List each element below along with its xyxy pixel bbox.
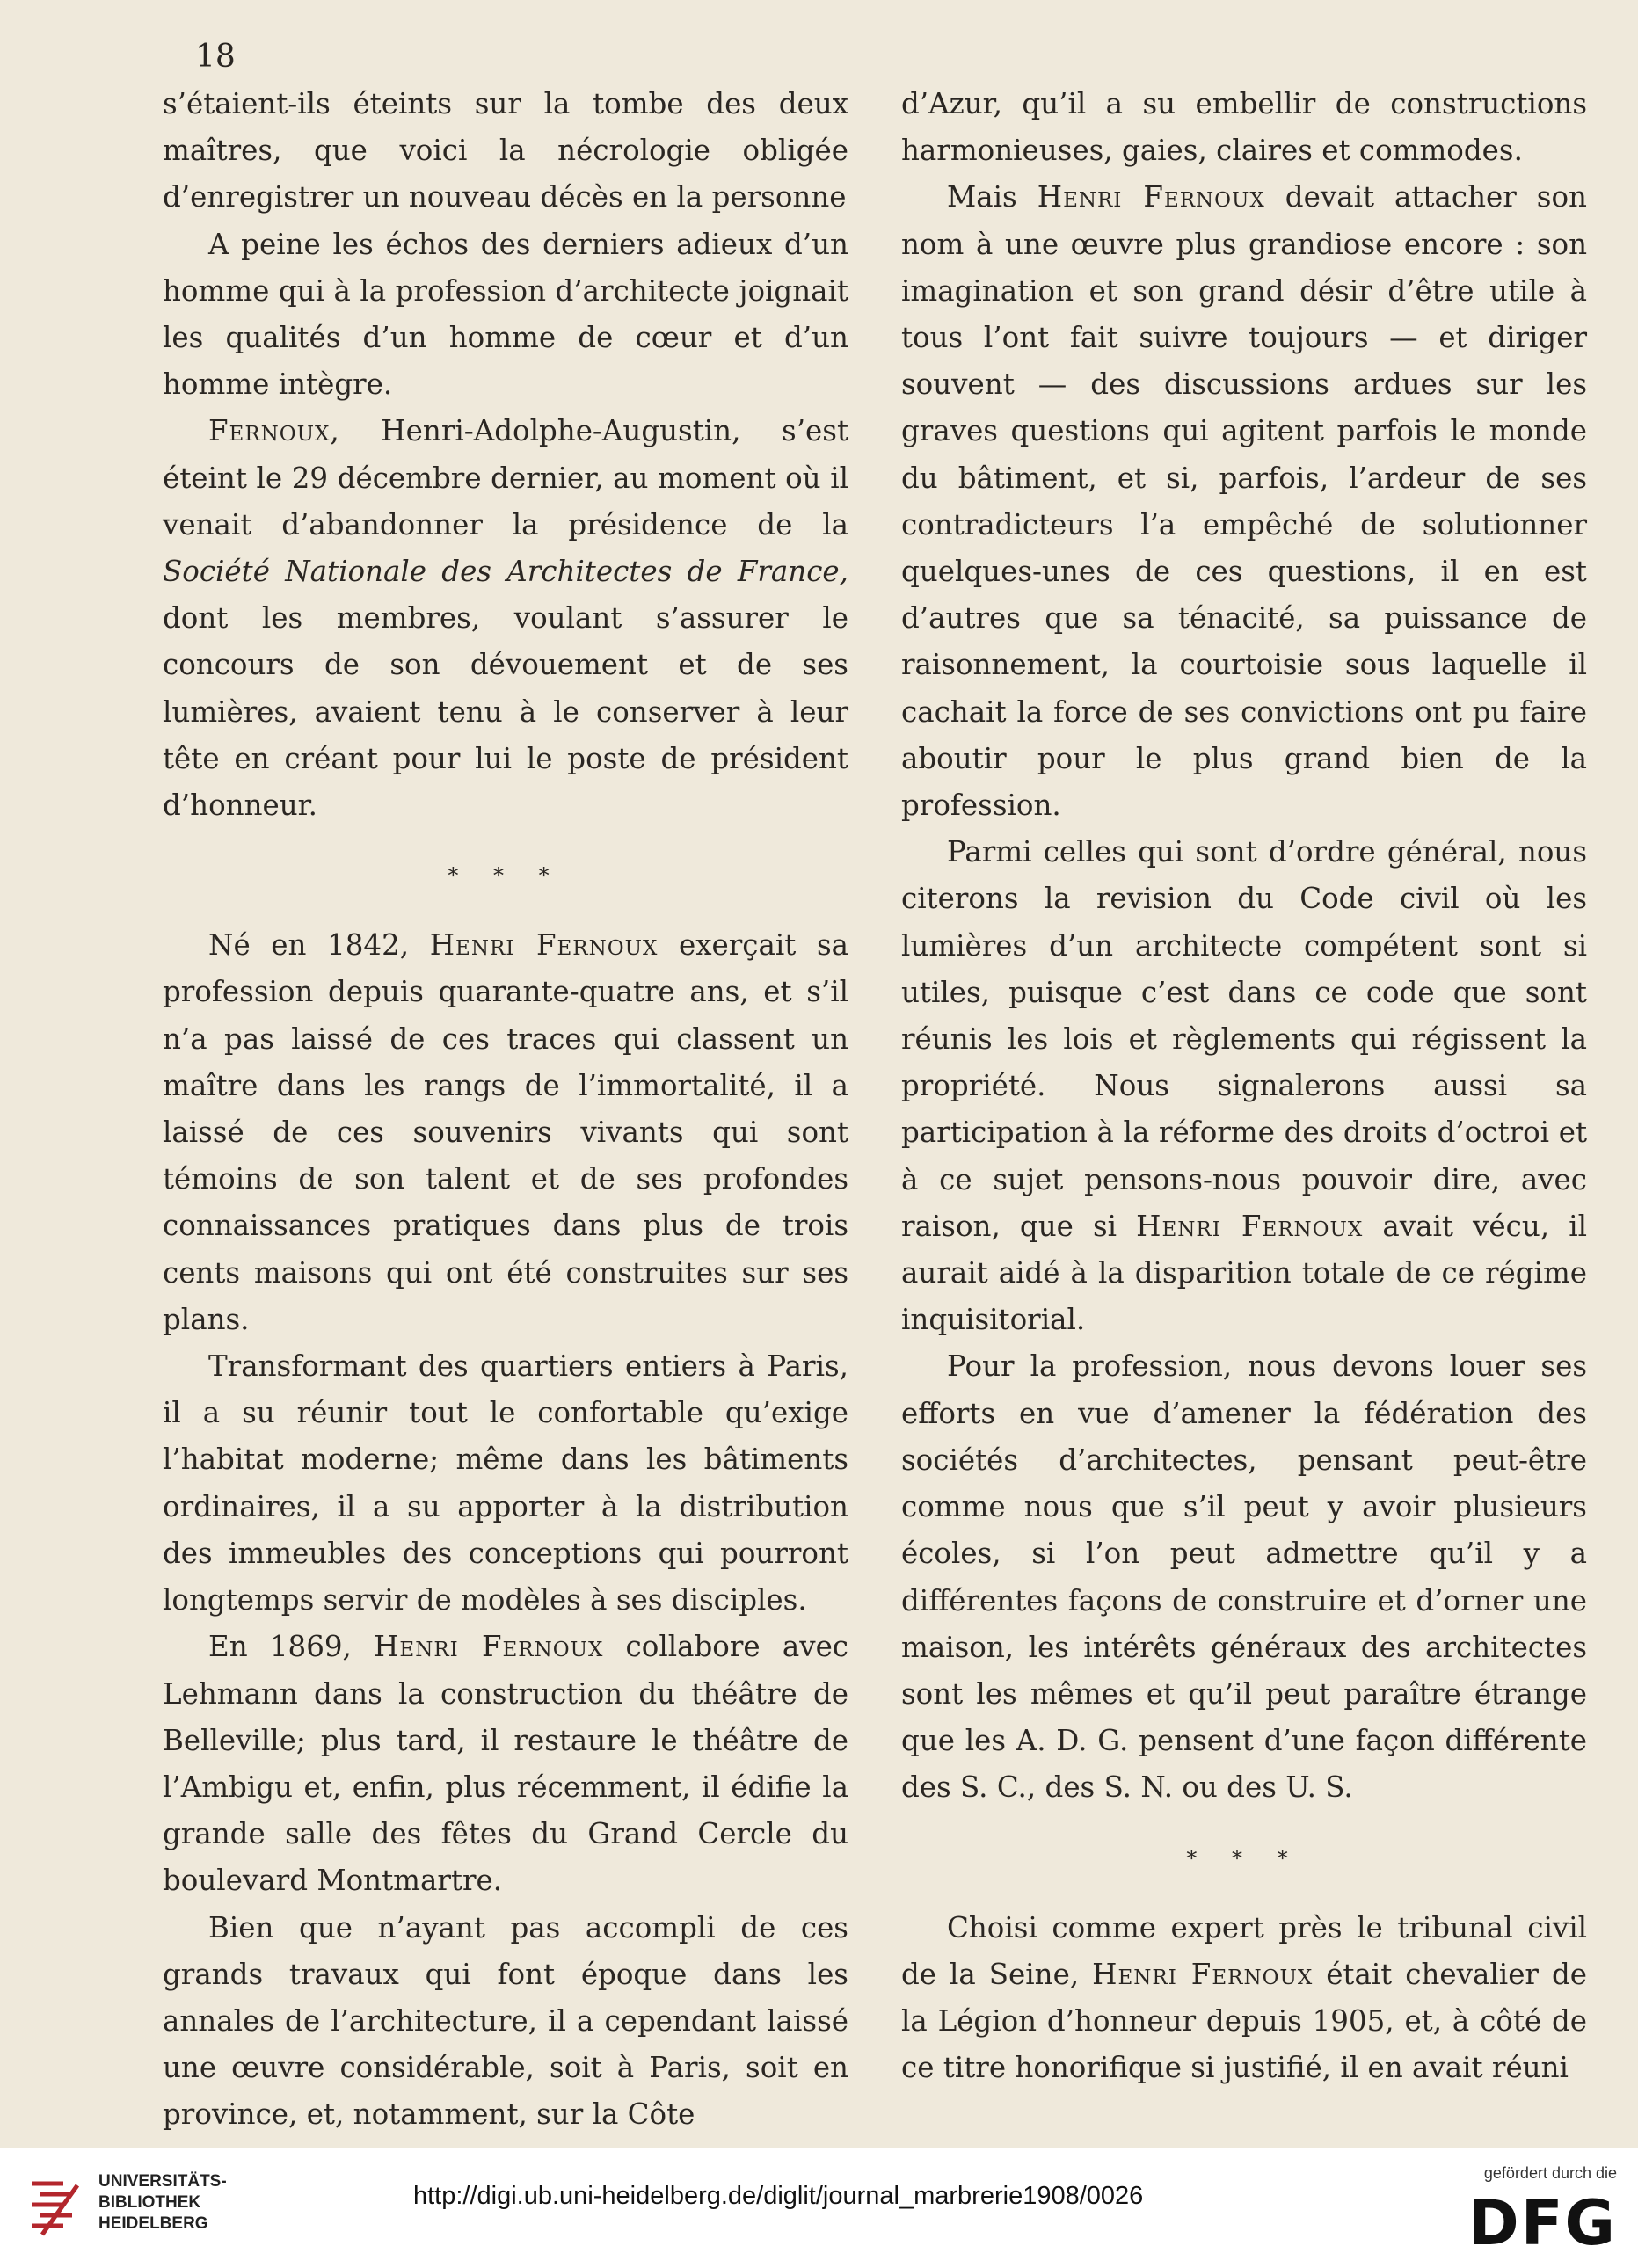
paragraph xyxy=(163,408,848,829)
paragraph-text: Pour la profession, nous devons louer ses efforts en vue d’amener la fédération des sociétés d’architectes, pensant peut-être comme nous que s’il peut y avoir plusieurs écoles, si l’on peut admettre qu’il y a différentes façons de construire et d’orner une maison, les intérêts généraux des architectes sont les mêmes et qu’il peut paraître étrange que les A. D. G. pensent d’une façon différente des S. C., des S. N. ou des U. S. xyxy=(901,1349,1587,1805)
paragraph-text: d’Azur, qu’il a su embellir de constructions harmonieuses, gaies, claires et commodes. xyxy=(901,87,1587,168)
paragraph-text: collabore avec Lehmann dans la construction du théâtre de Belleville; plus tard, il restaure le théâtre de l’Ambigu et, enfin, plus récemment, il édifie la grande salle des fêtes du Grand Cercle du boulevard Montmartre. xyxy=(163,1630,848,1898)
page-number: 18 xyxy=(195,39,236,75)
small-caps-name: Fernoux, xyxy=(208,414,340,448)
paragraph xyxy=(163,1343,848,1624)
paragraph-text: devait attacher son nom à une œuvre plus grandiose encore : son imagination et son grand désir d’être utile à tous l’ont fait suivre toujours — et diriger souvent — des discussions ardues sur les graves questions qui agitent parfois le monde du bâtiment, et si, parfois, l’ardeur de ses contradicteurs l’a empêché de solutionner quelques-unes de ces questions, il en est d’autres que sa ténacité, sa puissance de raisonnement, la courtoisie sous laquelle il cachait la force de ses convictions ont pu faire aboutir pour le plus grand bien de la profession. xyxy=(901,180,1587,823)
small-caps-name: Henri Fernoux xyxy=(1037,180,1265,214)
paragraph-text: Bien que n’ayant pas accompli de ces grands travaux qui font époque dans les annales de l’architecture, il a cependant laissé une œuvre considérable, soit à Paris, soit en province, et, notamment, sur la Côte xyxy=(163,1910,848,2132)
paragraph-text: A peine les échos des derniers adieux d’un homme qui à la profession d’architecte joignait les qualités d’un homme de cœur et d’un homme intègre. xyxy=(163,227,848,402)
paragraph xyxy=(901,829,1587,1343)
funded-by-label: gefördert durch die xyxy=(1483,2164,1617,2182)
paragraph-text: Transformant des quartiers entiers à Paris, il a su réunir tout le confortable qu’exige l’habitat moderne; même dans les bâtiments ordinaires, il a su apporter à la distribution des immeubles des conceptions qui pourront longtemps servir de modèles à ses disciples. xyxy=(163,1349,848,1617)
left-column xyxy=(163,81,848,2139)
italic-text: Société Nationale des Architectes de France, xyxy=(163,555,848,589)
paragraph-text: avait vécu, il aurait aidé à la disparition totale de ce régime inquisitorial. xyxy=(901,1209,1587,1337)
paragraph xyxy=(901,1905,1587,2092)
right-column xyxy=(901,81,1587,2091)
paragraph-text: Parmi celles qui sont d’ordre général, nous citerons la revision du Code civil où les lumières d’un architecte compétent sont si utiles, puisque c’est dans ce code que sont réunis les lois et règlements qui régissent la propriété. Nous signalerons aussi sa participation à la réforme des droits d’octroi et à ce sujet pensons-nous pouvoir dire, avec raison, que si xyxy=(901,835,1587,1243)
paragraph xyxy=(163,1905,848,2139)
small-caps-name: Henri Fernoux xyxy=(1136,1209,1364,1243)
paragraph xyxy=(901,1343,1587,1811)
paragraph-text: Né en 1842, xyxy=(208,928,430,963)
small-caps-name: Henri Fernoux xyxy=(1092,1957,1314,1991)
paragraph-text: Mais xyxy=(947,180,1037,214)
paragraph-text: s’étaient-ils éteints sur la tombe des deux maîtres, que voici la nécrologie obligée d’enregistrer un nouveau décès en la personne xyxy=(163,87,848,214)
paragraph-text: exerçait sa profession depuis quarante-quatre ans, et s’il n’a pas laissé de ces traces qui classent un maître dans les rangs de l’immortalité, il a laissé de ces souvenirs vivants qui sont témoins de son talent et de ses profondes connaissances pratiques dans plus de trois cents maisons qui ont été construites sur ses plans. xyxy=(163,928,849,1336)
dfg-logo: DFG xyxy=(1467,2187,1617,2259)
paragraph-text: En 1869, xyxy=(208,1630,375,1664)
paragraph xyxy=(163,922,848,1343)
paragraph xyxy=(901,174,1587,829)
paragraph xyxy=(163,222,848,409)
small-caps-name: Henri Fernoux xyxy=(429,928,659,963)
small-caps-name: Henri Fernoux xyxy=(374,1630,604,1664)
library-logo-icon xyxy=(25,2173,88,2242)
footer-bar xyxy=(0,2148,1638,2268)
library-name: UNIVERSITÄTS- BIBLIOTHEK HEIDELBERG xyxy=(98,2172,227,2233)
section-separator: * * * xyxy=(1186,1845,1302,1871)
paragraph xyxy=(163,1624,848,1904)
paragraph-text: Choisi comme expert près le tribunal civil de la Seine, xyxy=(901,1910,1587,1991)
section-separator: * * * xyxy=(448,863,564,889)
paragraph xyxy=(901,81,1587,174)
paragraph-text: était chevalier de la Légion d’honneur depuis 1905, et, à côté de ce titre honorifique si justifié, il en avait réuni xyxy=(901,1957,1587,2085)
paragraph-text: Henri-Adolphe-Augustin, s’est éteint le 29 décembre dernier, au moment où il venait d’abandonner la présidence de la xyxy=(163,414,848,542)
paragraph xyxy=(163,81,848,222)
source-url-link[interactable]: http://digi.ub.uni-heidelberg.de/diglit/journal_marbrerie1908/0026 xyxy=(413,2182,1144,2210)
paragraph-text: dont les membres, voulant s’assurer le concours de son dévouement et de ses lumières, avaient tenu à le conserver à leur tête en créant pour lui le poste de président d’honneur. xyxy=(163,601,848,823)
